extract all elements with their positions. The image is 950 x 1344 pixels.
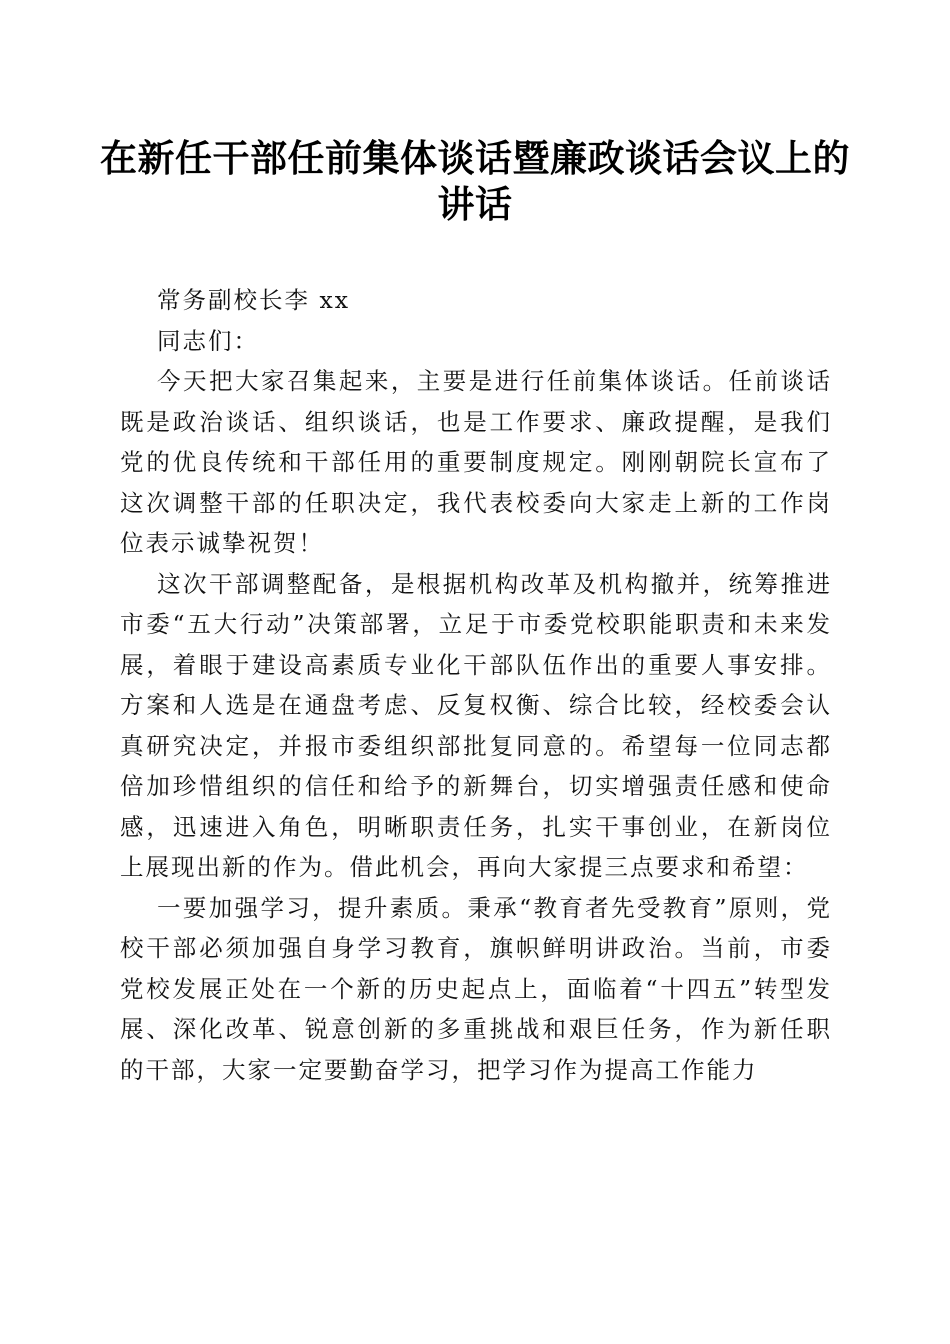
salutation: 同志们： [157,326,259,355]
paragraph-1: 今天把大家召集起来，主要是进行任前集体谈话。任前谈话既是政治谈话、组织谈话，也是工作要求、廉政提醒，是我们党的优良传统和干部任用的重要制度规定。刚刚朝院长宣布了这次调整干部的任职决定，我代表校委向大家走上新的工作岗位表示诚挚祝贺！ [120,367,832,557]
document-title: 在新任干部任前集体谈话暨廉政谈话会议上的讲话 [100,136,850,226]
paragraph-3: 一要加强学习，提升素质。秉承“教育者先受教育”原则，党校干部必须加强自身学习教育，旗帜鲜明讲政治。当前，市委党校发展正处在一个新的历史起点上，面临着“十四五”转型发展、深化改革、锐意创新的多重挑战和艰巨任务，作为新任职的干部，大家一定要勤奋学习，把学习作为提高工作能力 [120,893,832,1084]
author-line: 常务副校长李 xx [157,286,350,314]
document-body [120,280,832,1090]
paragraph-2: 这次干部调整配备，是根据机构改革及机构撤并，统筹推进市委“五大行动”决策部署，立足于市委党校职能职责和未来发展，着眼于建设高素质专业化干部队伍作出的重要人事安排。方案和人选是在通盘考虑、反复权衡、综合比较，经校委会认真研究决定，并报市委组织部批复同意的。希望每一位同志都倍加珍惜组织的信任和给予的新舞台，切实增强责任感和使命感，迅速进入角色，明晰职责任务，扎实干事创业，在新岗位上展现出新的作为。借此机会，再向大家提三点要求和希望： [120,569,832,881]
